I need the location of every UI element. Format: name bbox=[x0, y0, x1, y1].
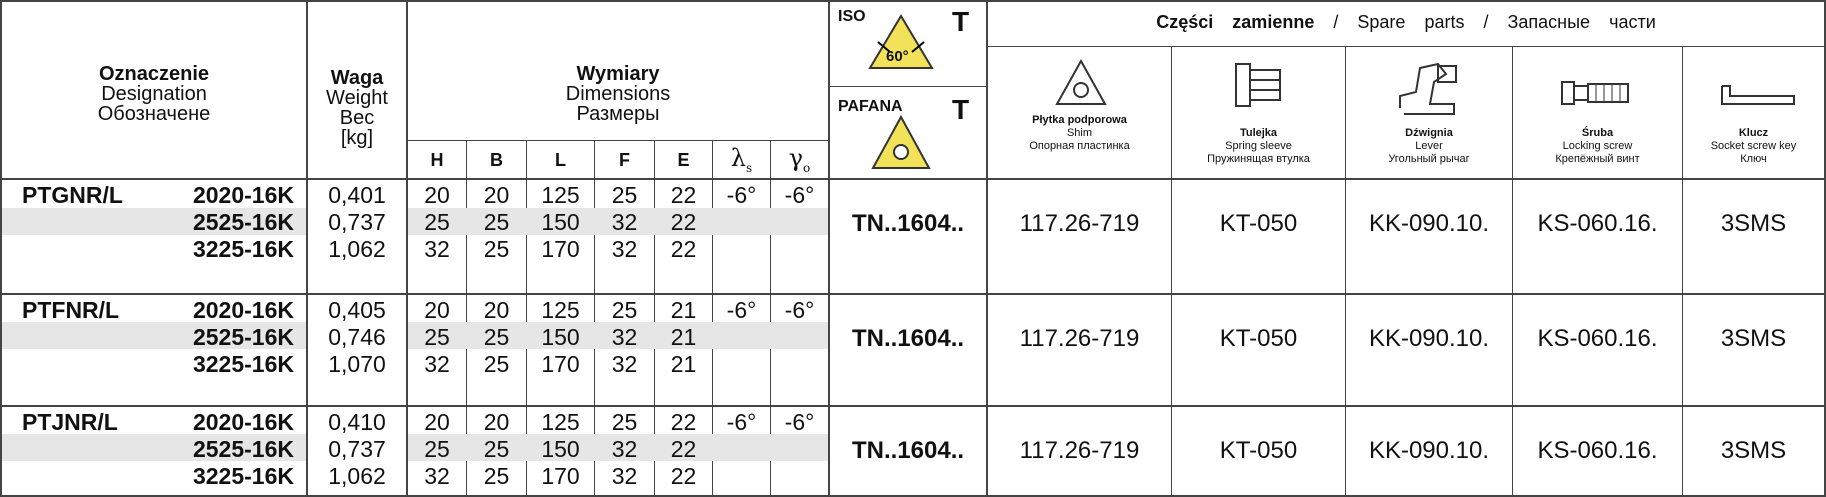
weight-value: 0,737 bbox=[328, 209, 386, 235]
group-separator bbox=[0, 293, 1826, 295]
dim-col-l: L bbox=[555, 150, 566, 170]
socket-key-icon bbox=[1716, 82, 1796, 108]
dim-value: 170 bbox=[541, 351, 580, 377]
lever-caption bbox=[1346, 127, 1512, 166]
frame-top bbox=[0, 0, 1826, 2]
spare-title-word: zamienne bbox=[1232, 12, 1315, 32]
dim-col-h: H bbox=[430, 150, 444, 170]
iso-angle: 60° bbox=[886, 48, 909, 65]
dim-value: 32 bbox=[424, 463, 450, 489]
shim-ru: Опорная пластинка bbox=[1029, 140, 1130, 152]
gamma-value: -6° bbox=[784, 182, 815, 208]
spare-part-code: 3SMS bbox=[1720, 210, 1787, 237]
dim-value: 125 bbox=[541, 297, 580, 323]
dim-col-b: B bbox=[490, 150, 503, 170]
spare-part-code: 3SMS bbox=[1720, 437, 1787, 464]
dim-value: 20 bbox=[483, 182, 510, 208]
dimensions-header bbox=[408, 64, 828, 124]
weight-value: 1,062 bbox=[328, 236, 386, 262]
spare-part-code: KK-090.10. bbox=[1368, 210, 1490, 237]
insert-code: TN..1604.. bbox=[851, 210, 965, 237]
weight-value: 0,737 bbox=[328, 436, 386, 462]
iso-label: ISO bbox=[838, 8, 866, 25]
spare-title-word: / bbox=[1483, 12, 1489, 32]
lever-ru: Угольный рычаг bbox=[1388, 153, 1470, 165]
dim-value: 25 bbox=[483, 324, 510, 350]
tool-family: PTFNR/L bbox=[22, 297, 120, 323]
dim-value: 32 bbox=[611, 324, 638, 350]
dim-value: 125 bbox=[541, 182, 580, 208]
dim-value: 25 bbox=[483, 436, 510, 462]
spare-title-word: Spare bbox=[1357, 12, 1406, 32]
spare-parts-title bbox=[988, 12, 1824, 33]
dim-value: 32 bbox=[611, 463, 638, 489]
lambda-value: -6° bbox=[726, 182, 757, 208]
dim-value: 22 bbox=[670, 182, 697, 208]
key-pl: Klucz bbox=[1738, 127, 1769, 139]
dim-value: 32 bbox=[611, 436, 638, 462]
socket-key-caption bbox=[1683, 127, 1824, 166]
spare-part-code: KT-050 bbox=[1219, 437, 1298, 464]
dim-value: 150 bbox=[541, 436, 580, 462]
tool-code: 2525-16K bbox=[192, 436, 294, 462]
dim-value: 25 bbox=[483, 351, 510, 377]
key-ru: Ключ bbox=[1740, 153, 1767, 165]
spare-part-code: 117.26-719 bbox=[1019, 210, 1140, 237]
gamma-sub: o bbox=[803, 160, 811, 175]
spring-sleeve-caption bbox=[1172, 127, 1345, 166]
weight-pl: Waga bbox=[330, 67, 384, 89]
tool-code: 3225-16K bbox=[192, 463, 294, 489]
weight-value: 0,405 bbox=[328, 297, 386, 323]
divider bbox=[828, 0, 830, 497]
spare-title-word: parts bbox=[1424, 12, 1465, 32]
weight-value: 0,401 bbox=[328, 182, 386, 208]
locking-screw-caption bbox=[1513, 127, 1682, 166]
shim-en: Shim bbox=[1066, 127, 1093, 139]
key-en: Socket screw key bbox=[1710, 140, 1797, 152]
dim-value: 20 bbox=[483, 409, 510, 435]
dim-value: 170 bbox=[541, 236, 580, 262]
dim-value: 20 bbox=[424, 297, 450, 323]
spare-part-code: KK-090.10. bbox=[1368, 325, 1490, 352]
shim-pl: Płytka podporowa bbox=[1032, 114, 1127, 126]
spare-part-code: KS-060.16. bbox=[1537, 437, 1658, 464]
divider bbox=[986, 46, 1826, 47]
locking-screw-icon bbox=[1560, 78, 1632, 108]
spare-part-code: 117.26-719 bbox=[1019, 437, 1140, 464]
tool-family: PTJNR/L bbox=[22, 409, 118, 435]
dim-col-lambda: $\lambda_s$ bbox=[730, 144, 753, 175]
divider bbox=[828, 86, 986, 87]
insert-code: TN..1604.. bbox=[851, 437, 965, 464]
weight-unit: [kg] bbox=[340, 127, 374, 149]
weight-value: 0,410 bbox=[328, 409, 386, 435]
spare-part-code: KT-050 bbox=[1219, 325, 1298, 352]
divider bbox=[1171, 46, 1172, 497]
lever-pl: Dźwignia bbox=[1405, 127, 1453, 139]
tool-code: 2020-16K bbox=[192, 297, 294, 323]
weight-header bbox=[308, 68, 406, 148]
gamma-value: -6° bbox=[784, 297, 815, 323]
divider bbox=[1345, 46, 1346, 497]
dim-value: 32 bbox=[424, 236, 450, 262]
screw-en: Locking screw bbox=[1562, 140, 1633, 152]
dim-col-f: F bbox=[619, 150, 630, 170]
dim-value: 22 bbox=[670, 236, 697, 262]
tool-code: 2020-16K bbox=[192, 409, 294, 435]
dim-value: 20 bbox=[424, 409, 450, 435]
spare-title-word: Części bbox=[1156, 12, 1214, 32]
screw-ru: Крепёжный винт bbox=[1555, 153, 1640, 165]
dim-value: 25 bbox=[424, 209, 450, 235]
weight-value: 1,062 bbox=[328, 463, 386, 489]
gamma-value: -6° bbox=[784, 409, 815, 435]
spare-part-code: KT-050 bbox=[1219, 210, 1298, 237]
designation-header bbox=[2, 64, 306, 124]
dim-value: 25 bbox=[611, 297, 638, 323]
dim-value: 25 bbox=[611, 182, 638, 208]
spare-title-word: / bbox=[1333, 12, 1339, 32]
designation-pl: Oznaczenie bbox=[98, 63, 210, 85]
shim-caption bbox=[988, 114, 1171, 153]
group-separator bbox=[0, 405, 1826, 407]
tool-code: 2525-16K bbox=[192, 209, 294, 235]
spare-part-code: KS-060.16. bbox=[1537, 325, 1658, 352]
shim-icon bbox=[1054, 58, 1108, 108]
designation-ru: Обозначене bbox=[97, 103, 211, 125]
insert-code: TN..1604.. bbox=[851, 325, 965, 352]
weight-ru: Вес bbox=[339, 107, 375, 129]
divider bbox=[1682, 46, 1683, 497]
lambda-value: -6° bbox=[726, 409, 757, 435]
dim-value: 20 bbox=[483, 297, 510, 323]
dim-value: 32 bbox=[611, 209, 638, 235]
weight-value: 0,746 bbox=[328, 324, 386, 350]
dim-value: 25 bbox=[483, 209, 510, 235]
designation-en: Designation bbox=[101, 83, 207, 105]
tool-family: PTGNR/L bbox=[22, 182, 123, 208]
spare-title-word: Запасные bbox=[1507, 12, 1591, 32]
dim-value: 170 bbox=[541, 463, 580, 489]
dim-value: 25 bbox=[483, 463, 510, 489]
dim-value: 32 bbox=[424, 351, 450, 377]
spring-sleeve-icon bbox=[1234, 62, 1284, 108]
dim-value: 22 bbox=[670, 436, 697, 462]
dim-value: 22 bbox=[670, 209, 697, 235]
header-bottom-line bbox=[0, 178, 1826, 180]
dim-value: 22 bbox=[670, 463, 697, 489]
lambda-value: -6° bbox=[726, 297, 757, 323]
dimensions-pl: Wymiary bbox=[576, 63, 660, 85]
screw-pl: Śruba bbox=[1581, 127, 1614, 139]
dim-value: 150 bbox=[541, 324, 580, 350]
lever-icon bbox=[1394, 56, 1466, 118]
tool-code: 2020-16K bbox=[192, 182, 294, 208]
lambda-sub: s bbox=[746, 160, 753, 175]
spare-part-code: 117.26-719 bbox=[1019, 325, 1140, 352]
dim-value: 25 bbox=[424, 324, 450, 350]
dim-value: 32 bbox=[611, 351, 638, 377]
iso-letter: T bbox=[952, 6, 970, 37]
sleeve-pl: Tulejka bbox=[1239, 127, 1278, 139]
dim-value: 125 bbox=[541, 409, 580, 435]
spare-title-word: части bbox=[1609, 12, 1656, 32]
spare-part-code: KS-060.16. bbox=[1537, 210, 1658, 237]
dim-value: 25 bbox=[424, 436, 450, 462]
pafana-insert-icon bbox=[870, 114, 932, 172]
lever-en: Lever bbox=[1415, 140, 1443, 152]
spare-part-code: KK-090.10. bbox=[1368, 437, 1490, 464]
pafana-letter: T bbox=[952, 94, 970, 125]
dimensions-ru: Размеры bbox=[576, 103, 660, 125]
dim-col-gamma: $\gamma_o$ bbox=[788, 144, 811, 175]
pafana-label: PAFANA bbox=[838, 98, 903, 115]
dimensions-en: Dimensions bbox=[565, 83, 671, 105]
dim-value: 21 bbox=[670, 351, 697, 377]
divider bbox=[1512, 46, 1513, 497]
dim-value: 32 bbox=[611, 236, 638, 262]
dim-value: 21 bbox=[670, 324, 697, 350]
dim-value: 20 bbox=[424, 182, 450, 208]
dim-value: 25 bbox=[483, 236, 510, 262]
sleeve-en: Spring sleeve bbox=[1225, 140, 1292, 152]
dim-value: 25 bbox=[611, 409, 638, 435]
dim-value: 21 bbox=[670, 297, 697, 323]
dim-col-e: E bbox=[677, 150, 690, 170]
spare-part-code: 3SMS bbox=[1720, 325, 1787, 352]
weight-value: 1,070 bbox=[328, 351, 386, 377]
dim-value: 150 bbox=[541, 209, 580, 235]
dim-value: 22 bbox=[670, 409, 697, 435]
weight-en: Weight bbox=[326, 87, 388, 109]
sleeve-ru: Пружинящая втулка bbox=[1207, 153, 1310, 165]
divider bbox=[406, 140, 828, 141]
tool-code: 2525-16K bbox=[192, 324, 294, 350]
divider bbox=[986, 0, 988, 497]
tool-code: 3225-16K bbox=[192, 236, 294, 262]
tool-code: 3225-16K bbox=[192, 351, 294, 377]
